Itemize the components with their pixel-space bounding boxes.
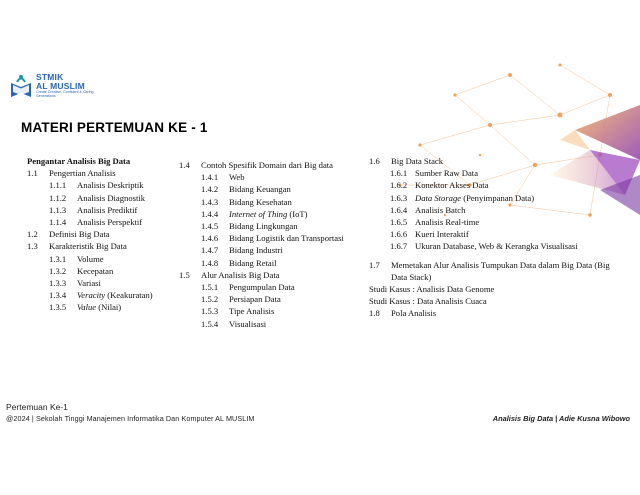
logo-name-line2: AL MUSLIM bbox=[36, 80, 85, 91]
outline-item bbox=[27, 265, 177, 277]
outline-item-text: Analisis Deskriptik bbox=[77, 180, 144, 191]
outline-item-text: Web bbox=[229, 172, 245, 183]
outline-item-text: Sumber Raw Data bbox=[415, 168, 479, 179]
outline-item-text: Analisis Batch bbox=[415, 204, 466, 215]
stmik-logo bbox=[9, 73, 98, 99]
outline-item-number: 1.2 bbox=[27, 229, 38, 240]
outline-item bbox=[369, 167, 631, 179]
outline-item-number: 1.1.3 bbox=[49, 204, 67, 215]
outline-item-number: 1.3.2 bbox=[49, 265, 67, 276]
outline-item bbox=[179, 232, 369, 244]
outline-item-text: Memetakan Alur Analisis Tumpukan Data dalam Big Data (Big Data Stack) bbox=[391, 259, 610, 282]
outline-item-number: 1.4.8 bbox=[201, 257, 219, 268]
outline-item bbox=[27, 253, 177, 265]
outline-item-text: Konektor Akses Data bbox=[415, 180, 489, 191]
outline-item-text: Kueri Interaktif bbox=[415, 229, 469, 240]
outline-item-number: 1.1.2 bbox=[49, 192, 67, 203]
outline-item-number: 1.4.1 bbox=[201, 172, 219, 183]
outline-item-italic-term: Value bbox=[77, 302, 97, 313]
outline-item-text: Visualisasi bbox=[229, 318, 267, 329]
outline-item-number: 1.4.2 bbox=[201, 184, 219, 195]
outline-item bbox=[179, 318, 369, 330]
outline-item bbox=[27, 167, 177, 179]
outline-item bbox=[369, 240, 631, 252]
outline-item bbox=[369, 259, 631, 283]
outline-item-number: 1.1 bbox=[27, 168, 38, 179]
outline-item bbox=[369, 155, 631, 167]
outline-item-text-rest: (Nilai) bbox=[96, 302, 122, 313]
outline-item-text: Pengertian Analisis bbox=[49, 168, 116, 179]
footer-left bbox=[6, 402, 255, 424]
outline-item-number: 1.5.2 bbox=[201, 294, 219, 305]
outline-item-text bbox=[229, 208, 308, 220]
logo-name-line1: STMIK bbox=[36, 72, 64, 83]
outline-item-number: 1.6.2 bbox=[390, 180, 408, 191]
outline-item bbox=[369, 179, 631, 191]
outline-item-number: 1.4.5 bbox=[201, 221, 219, 232]
outline-item-text: Karakteristik Big Data bbox=[49, 241, 127, 252]
outline-item bbox=[27, 301, 177, 313]
outline-item-number: 1.5.3 bbox=[201, 306, 219, 317]
outline-item bbox=[27, 192, 177, 204]
outline-item-number: 1.6.3 bbox=[390, 192, 408, 203]
outline-item-text: Analisis Real-time bbox=[415, 217, 480, 228]
outline-item-text: Pengantar Analisis Big Data bbox=[27, 156, 131, 166]
outline-item bbox=[179, 257, 369, 269]
meeting-label: Pertemuan Ke-1 bbox=[6, 402, 68, 412]
outline-item bbox=[179, 196, 369, 208]
outline-item bbox=[179, 305, 369, 317]
outline-item bbox=[369, 228, 631, 240]
outline-item bbox=[369, 307, 631, 319]
outline-item-italic-term: Data Storage bbox=[415, 192, 462, 203]
outline-item-text: Bidang Industri bbox=[229, 245, 283, 256]
outline-item-text: Analisis Prediktif bbox=[77, 204, 138, 215]
copyright-line: @2024 | Sekolah Tinggi Manajemen Informatika Dan Komputer AL MUSLIM bbox=[6, 414, 255, 423]
outline-item-text bbox=[415, 192, 534, 204]
outline-item bbox=[27, 240, 177, 252]
outline-column-3 bbox=[369, 155, 631, 320]
outline-item bbox=[369, 295, 631, 307]
outline-item-text: Bidang Keuangan bbox=[229, 184, 291, 195]
outline-item bbox=[27, 155, 177, 167]
outline-item-text bbox=[77, 301, 121, 313]
course-author: Analisis Big Data | Adie Kusna Wibowo bbox=[492, 414, 630, 423]
outline-item-text: Volume bbox=[77, 253, 104, 264]
outline-item bbox=[27, 228, 177, 240]
outline-item-number: 1.6.4 bbox=[390, 204, 408, 215]
outline-item-text-rest: (Penyimpanan Data) bbox=[461, 192, 535, 203]
outline-item-number: 1.3.1 bbox=[49, 253, 67, 264]
outline-item bbox=[179, 208, 369, 220]
outline-item bbox=[27, 179, 177, 191]
outline-item-number: 1.4.6 bbox=[201, 233, 219, 244]
outline-item bbox=[27, 204, 177, 216]
outline-item-number: 1.6.6 bbox=[390, 229, 408, 240]
outline-item bbox=[27, 277, 177, 289]
slide-title: MATERI PERTEMUAN KE - 1 bbox=[21, 120, 208, 135]
outline-item-number: 1.5 bbox=[179, 269, 190, 280]
outline-item bbox=[179, 244, 369, 256]
outline-item-text: Analisis Perspektif bbox=[77, 217, 143, 228]
outline-item bbox=[27, 289, 177, 301]
outline-item-text: Tipe Analisis bbox=[229, 306, 275, 317]
outline-item-text: Definisi Big Data bbox=[49, 229, 110, 240]
outline-item-number: 1.3 bbox=[27, 241, 38, 252]
outline-item-text-rest: (Keakuratan) bbox=[105, 290, 153, 301]
outline-item-number: 1.6 bbox=[369, 156, 380, 166]
outline-item-number: 1.4 bbox=[179, 160, 190, 170]
outline-item bbox=[27, 216, 177, 228]
outline-item-text: Big Data Stack bbox=[391, 156, 444, 166]
outline-item-number: 1.6.5 bbox=[390, 217, 408, 228]
outline-item-number: 1.3.4 bbox=[49, 290, 67, 301]
outline-item-number: 1.1.4 bbox=[49, 217, 67, 228]
outline-item bbox=[179, 171, 369, 183]
outline-item bbox=[369, 204, 631, 216]
outline-column-2 bbox=[179, 159, 369, 330]
outline-item-text: Analisis Diagnostik bbox=[77, 192, 146, 203]
outline-item bbox=[179, 183, 369, 195]
outline-item-number: 1.8 bbox=[369, 308, 380, 319]
outline-item-text: Persiapan Data bbox=[229, 294, 281, 305]
outline-item-number: 1.1.1 bbox=[49, 180, 67, 191]
outline-item bbox=[369, 192, 631, 204]
outline-item-number: 1.3.3 bbox=[49, 278, 67, 289]
outline-item-text: Studi Kasus : Data Analisis Cuaca bbox=[369, 296, 487, 307]
outline-item-number: 1.4.4 bbox=[201, 208, 219, 219]
outline-item-text-rest: (IoT) bbox=[287, 208, 308, 219]
outline-item-number: 1.4.7 bbox=[201, 245, 219, 256]
outline-item-number: 1.3.5 bbox=[49, 302, 67, 313]
outline-item-italic-term: Veracity bbox=[77, 290, 106, 301]
outline-item bbox=[179, 269, 369, 281]
outline-item-number: 1.7 bbox=[369, 259, 380, 270]
outline-item bbox=[179, 293, 369, 305]
outline-item-text: Bidang Retail bbox=[229, 257, 277, 268]
outline-item-text: Contoh Spesifik Domain dari Big data bbox=[201, 160, 333, 170]
outline-item-text: Alur Analisis Big Data bbox=[201, 269, 280, 280]
logo-tagline: Create Creative, Confident & Caring Generations bbox=[36, 90, 94, 98]
outline-item-number: 1.5.1 bbox=[201, 282, 219, 293]
outline-item bbox=[369, 216, 631, 228]
outline-item bbox=[179, 281, 369, 293]
outline-item-text: Ukuran Database, Web & Kerangka Visualisasi bbox=[415, 241, 578, 252]
outline-item bbox=[179, 220, 369, 232]
outline-item-text: Pengumpulan Data bbox=[229, 282, 295, 293]
outline-item-number: 1.6.7 bbox=[390, 241, 408, 252]
outline-item-number: 1.6.1 bbox=[390, 168, 408, 179]
outline-item-text bbox=[77, 289, 153, 301]
outline-item-number: 1.5.4 bbox=[201, 318, 219, 329]
outline-column-1 bbox=[27, 155, 177, 314]
outline-item-text: Pola Analisis bbox=[391, 308, 437, 319]
outline-item-text: Bidang Logistik dan Transportasi bbox=[229, 233, 344, 244]
outline-item-text: Kecepatan bbox=[77, 265, 114, 276]
outline-item-italic-term: Internet of Thing bbox=[229, 208, 288, 219]
outline-item-text: Bidang Lingkungan bbox=[229, 221, 298, 232]
outline-item-text: Variasi bbox=[77, 278, 101, 289]
outline-item bbox=[369, 283, 631, 295]
outline-item-text: Studi Kasus : Analisis Data Genome bbox=[369, 284, 495, 295]
outline-item bbox=[179, 159, 369, 171]
outline-item-number: 1.4.3 bbox=[201, 196, 219, 207]
logo-book-icon bbox=[9, 73, 33, 99]
outline-item-text: Bidang Kesehatan bbox=[229, 196, 292, 207]
